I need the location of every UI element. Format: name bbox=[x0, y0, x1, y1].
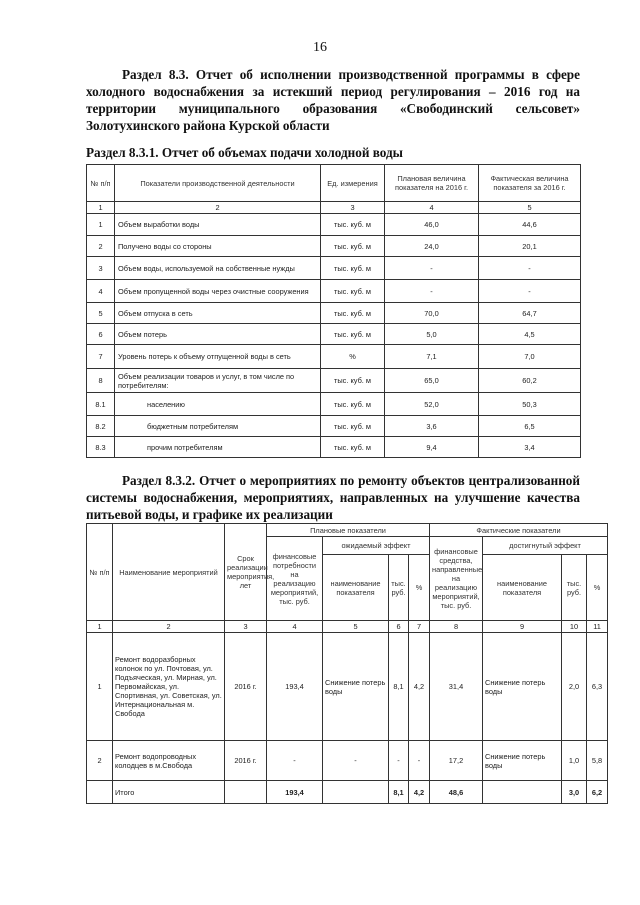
column-number: 3 bbox=[321, 202, 385, 214]
column-number: 2 bbox=[115, 202, 321, 214]
row-num: 8.2 bbox=[87, 416, 115, 437]
section-2-title: Раздел 8.3.2. Отчет о мероприятиях по ремонту объектов централизованной системы водоснабжения, мероприятиях, направленных на улучшение качества питьевой воды, и графике их реализации bbox=[86, 473, 580, 522]
row-indicator: Объем реализации товаров и услуг, в том числе по потребителям: bbox=[115, 369, 321, 393]
column-number: 2 bbox=[113, 621, 225, 633]
total-row bbox=[87, 781, 608, 804]
table-row bbox=[87, 416, 581, 437]
row-num: 8.3 bbox=[87, 437, 115, 458]
column-number: 5 bbox=[323, 621, 389, 633]
row-unit: тыс. куб. м bbox=[321, 393, 385, 416]
row-unit: % bbox=[321, 345, 385, 369]
row-fact-percent: 6,3 bbox=[587, 633, 608, 741]
row-indicator: населению bbox=[115, 393, 321, 416]
row-unit: тыс. куб. м bbox=[321, 236, 385, 257]
header-percent: % bbox=[587, 555, 608, 621]
header-unit: Ед. измерения bbox=[321, 165, 385, 202]
row-indicator: прочим потребителям bbox=[115, 437, 321, 458]
row-fact-finance: 31,4 bbox=[430, 633, 483, 741]
row-num: 7 bbox=[87, 345, 115, 369]
header-term: Срок реализации мероприятия, лет bbox=[225, 524, 267, 621]
row-plan: 46,0 bbox=[385, 214, 479, 236]
header-rub: тыс. руб. bbox=[562, 555, 587, 621]
row-fact: - bbox=[479, 280, 581, 303]
row-unit: тыс. куб. м bbox=[321, 437, 385, 458]
repair-measures-table bbox=[86, 523, 608, 804]
row-plan: 5,0 bbox=[385, 324, 479, 345]
total-plan-finance: 193,4 bbox=[267, 781, 323, 804]
column-number: 5 bbox=[479, 202, 581, 214]
row-num: 2 bbox=[87, 741, 113, 781]
header-num: № п/п bbox=[87, 524, 113, 621]
table-header-row bbox=[87, 165, 581, 202]
row-fact: 64,7 bbox=[479, 303, 581, 324]
header-num: № п/п bbox=[87, 165, 115, 202]
row-plan: - bbox=[385, 280, 479, 303]
header-percent: % bbox=[409, 555, 430, 621]
total-plan-effect bbox=[323, 781, 389, 804]
row-fact: 20,1 bbox=[479, 236, 581, 257]
column-number: 1 bbox=[87, 202, 115, 214]
row-unit: тыс. куб. м bbox=[321, 369, 385, 393]
row-fact-rub: 1,0 bbox=[562, 741, 587, 781]
header-achieved-effect: достигнутый эффект bbox=[483, 537, 608, 555]
column-number: 4 bbox=[267, 621, 323, 633]
row-fact-effect: Снижение потерь воды bbox=[483, 741, 562, 781]
row-plan-finance: 193,4 bbox=[267, 633, 323, 741]
total-fact-rub: 3,0 bbox=[562, 781, 587, 804]
row-num: 2 bbox=[87, 236, 115, 257]
header-indicator-name: наименование показателя bbox=[483, 555, 562, 621]
row-num: 5 bbox=[87, 303, 115, 324]
row-plan-finance: - bbox=[267, 741, 323, 781]
row-indicator: Объем потерь bbox=[115, 324, 321, 345]
row-plan: 52,0 bbox=[385, 393, 479, 416]
total-fact-finance: 48,6 bbox=[430, 781, 483, 804]
header-rub: тыс. руб. bbox=[389, 555, 409, 621]
row-fact-effect: Снижение потерь воды bbox=[483, 633, 562, 741]
table-row bbox=[87, 633, 608, 741]
total-fact-effect bbox=[483, 781, 562, 804]
row-fact: 4,5 bbox=[479, 324, 581, 345]
header-indicator-name: наименование показателя bbox=[323, 555, 389, 621]
row-plan: 9,4 bbox=[385, 437, 479, 458]
table-row bbox=[87, 236, 581, 257]
row-fact: 7,0 bbox=[479, 345, 581, 369]
row-term: 2016 г. bbox=[225, 633, 267, 741]
row-indicator: Уровень потерь к объему отпущенной воды в сеть bbox=[115, 345, 321, 369]
row-plan-effect: Снижение потерь воды bbox=[323, 633, 389, 741]
row-indicator: Объем выработки воды bbox=[115, 214, 321, 236]
row-num: 1 bbox=[87, 214, 115, 236]
row-fact: 6,5 bbox=[479, 416, 581, 437]
total-plan-rub: 8,1 bbox=[389, 781, 409, 804]
column-number: 4 bbox=[385, 202, 479, 214]
header-plan-finance: финансовые потребности на реализацию мероприятий, тыс. руб. bbox=[267, 537, 323, 621]
row-measure-name: Ремонт водопроводных колодцев в м.Свобода bbox=[113, 741, 225, 781]
row-unit: тыс. куб. м bbox=[321, 214, 385, 236]
column-number: 7 bbox=[409, 621, 430, 633]
row-indicator: Получено воды со стороны bbox=[115, 236, 321, 257]
row-fact: 60,2 bbox=[479, 369, 581, 393]
row-num: 4 bbox=[87, 280, 115, 303]
column-number: 6 bbox=[389, 621, 409, 633]
header-indicator: Показатели производственной деятельности bbox=[115, 165, 321, 202]
header-plan: Плановая величина показателя на 2016 г. bbox=[385, 165, 479, 202]
column-number: 1 bbox=[87, 621, 113, 633]
table-row bbox=[87, 214, 581, 236]
row-plan: 70,0 bbox=[385, 303, 479, 324]
table-row bbox=[87, 324, 581, 345]
row-unit: тыс. куб. м bbox=[321, 303, 385, 324]
table-header-row bbox=[87, 524, 608, 537]
row-fact-percent: 5,8 bbox=[587, 741, 608, 781]
row-unit: тыс. куб. м bbox=[321, 280, 385, 303]
row-num: 6 bbox=[87, 324, 115, 345]
row-fact: 50,3 bbox=[479, 393, 581, 416]
row-num: 8 bbox=[87, 369, 115, 393]
row-plan: 7,1 bbox=[385, 345, 479, 369]
column-number: 3 bbox=[225, 621, 267, 633]
column-number: 11 bbox=[587, 621, 608, 633]
total-term bbox=[225, 781, 267, 804]
row-plan: 24,0 bbox=[385, 236, 479, 257]
header-fact-group: Фактические показатели bbox=[430, 524, 608, 537]
total-plan-percent: 4,2 bbox=[409, 781, 430, 804]
document-title bbox=[86, 66, 580, 134]
row-plan-rub: - bbox=[389, 741, 409, 781]
table-row bbox=[87, 393, 581, 416]
row-unit: тыс. куб. м bbox=[321, 324, 385, 345]
row-plan: 65,0 bbox=[385, 369, 479, 393]
row-plan-rub: 8,1 bbox=[389, 633, 409, 741]
row-fact-rub: 2,0 bbox=[562, 633, 587, 741]
table-row bbox=[87, 257, 581, 280]
row-indicator: Объем воды, используемой на собственные нужды bbox=[115, 257, 321, 280]
header-fact: Фактическая величина показателя за 2016 г. bbox=[479, 165, 581, 202]
total-num bbox=[87, 781, 113, 804]
page-number: 16 bbox=[313, 40, 327, 55]
row-plan-percent: 4,2 bbox=[409, 633, 430, 741]
table-row bbox=[87, 345, 581, 369]
row-measure-name: Ремонт водоразборных колонок по ул. Почтовая, ул. Подъяческая, ул. Мирная, ул. Первомайская, ул. Спортивная, ул. Советская, ул. Интернациональная м. Свобода bbox=[113, 633, 225, 741]
row-plan: 3,6 bbox=[385, 416, 479, 437]
row-fact: 44,6 bbox=[479, 214, 581, 236]
row-indicator: Объем пропущенной воды через очистные сооружения bbox=[115, 280, 321, 303]
row-fact-finance: 17,2 bbox=[430, 741, 483, 781]
table-row bbox=[87, 303, 581, 324]
row-num: 8.1 bbox=[87, 393, 115, 416]
row-term: 2016 г. bbox=[225, 741, 267, 781]
row-unit: тыс. куб. м bbox=[321, 416, 385, 437]
table-row bbox=[87, 741, 608, 781]
table-row bbox=[87, 280, 581, 303]
row-plan-percent: - bbox=[409, 741, 430, 781]
row-plan-effect: - bbox=[323, 741, 389, 781]
row-indicator: Объем отпуска в сеть bbox=[115, 303, 321, 324]
header-fact-finance: финансовые средства, направленные на реализацию мероприятий, тыс. руб. bbox=[430, 537, 483, 621]
column-number: 9 bbox=[483, 621, 562, 633]
water-supply-volume-table bbox=[86, 164, 581, 458]
table-row bbox=[87, 369, 581, 393]
total-fact-percent: 6,2 bbox=[587, 781, 608, 804]
header-numbers-row bbox=[87, 202, 581, 214]
row-fact: 3,4 bbox=[479, 437, 581, 458]
document-title-text: Раздел 8.3. Отчет об исполнении производственной программы в сфере холодного водоснабжения за истекший период регулирования – 2016 год на территории муниципального образования «Свободинский сельсовет» Золотухинского района Курской области bbox=[86, 67, 580, 133]
header-numbers-row bbox=[87, 621, 608, 633]
column-number: 8 bbox=[430, 621, 483, 633]
total-label: Итого bbox=[113, 781, 225, 804]
table-row bbox=[87, 437, 581, 458]
row-indicator: бюджетным потребителям bbox=[115, 416, 321, 437]
column-number: 10 bbox=[562, 621, 587, 633]
row-fact: - bbox=[479, 257, 581, 280]
header-measure-name: Наименование мероприятий bbox=[113, 524, 225, 621]
header-plan-group: Плановые показатели bbox=[267, 524, 430, 537]
row-unit: тыс. куб. м bbox=[321, 257, 385, 280]
section-1-title: Раздел 8.3.1. Отчет об объемах подачи холодной воды bbox=[86, 145, 403, 160]
row-num: 1 bbox=[87, 633, 113, 741]
row-num: 3 bbox=[87, 257, 115, 280]
row-plan: - bbox=[385, 257, 479, 280]
header-expected-effect: ожидаемый эффект bbox=[323, 537, 430, 555]
